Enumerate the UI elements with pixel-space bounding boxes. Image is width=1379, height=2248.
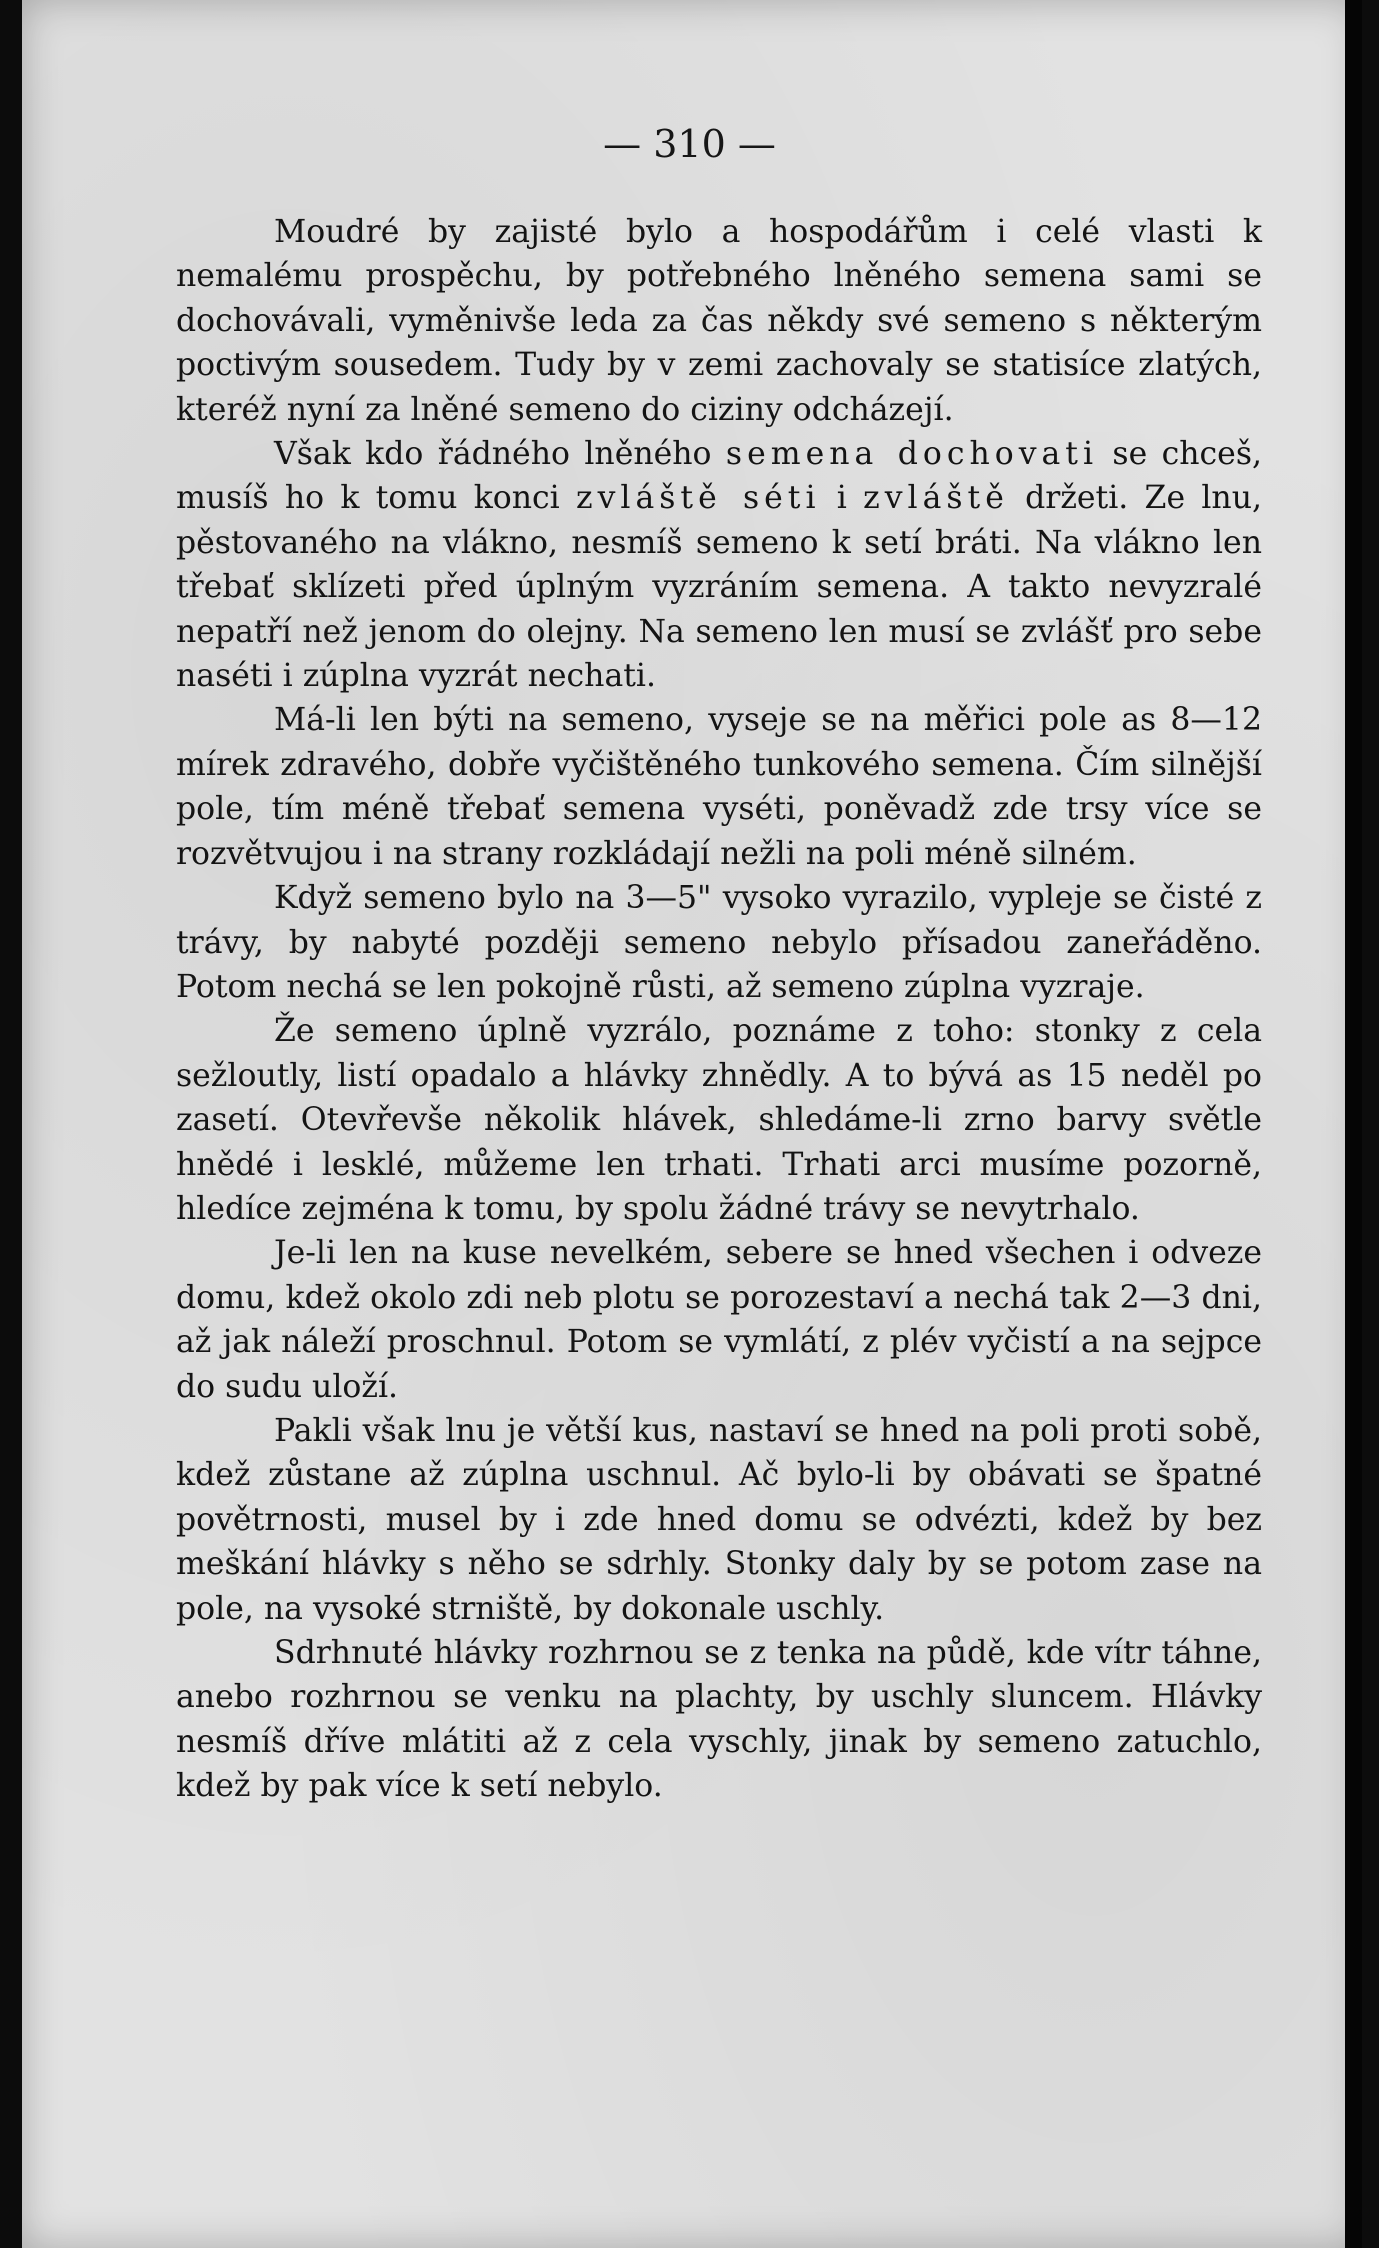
paragraph-4: Když semeno bylo na 3—5" vysoko vyrazilo, vypleje se čisté z trávy, by nabyté později semeno nebylo přísadou zaneřáděno. Potom nechá se len pokojně růsti, až semeno zúplna vyzraje. (176, 880, 1262, 1005)
emphasis-semena-dochovati: semena dochovati (725, 436, 1099, 473)
page-edge-shadow (1345, 0, 1362, 2248)
emphasis-zvlaste-seti: zvláště séti (576, 480, 821, 517)
paragraph-7: Pakli však lnu je větší kus, nastaví se hned na poli proti sobě, kdež zůstane až zúplna uschnul. Ač bylo-li by obávati se špatné povětrnosti, musel by i zde hned domu se odvézti, kdež by bez meškání hlávky s něho se sdrhly. Stonky daly by se potom zase na pole, na vysoké strniště, by dokonale uschly. (176, 1412, 1262, 1627)
paragraph-2-part-4: držeti. Ze lnu, pěstovaného na vlákno, nesmíš semeno k setí bráti. Na vlákno len třebať sklízeti před úplným vyzráním semena. A takto nevyzralé nepatří než jenom do olejny. Na semeno len musí se zvlášť pro sebe naséti i zúplna vyzrát nechati. (176, 480, 1263, 695)
paragraph-1: Moudré by zajisté bylo a hospodářům i celé vlasti k nemalému prospěchu, by potřebného lněného semena sami se dochovávali, vyměnivše leda za čas někdy své semeno s některým poctivým sousedem. Tudy by v zemi zachovaly se statisíce zlatých, kteréž nyní za lněné semeno do ciziny odcházejí. (176, 214, 1262, 428)
paragraph-8: Sdrhnuté hlávky rozhrnou se z tenka na půdě, kde vítr táhne, anebo rozhrnou se venku na plachty, by uschly sluncem. Hlávky nesmíš dříve mlátiti až z cela vyschly, jinak by semeno zatuchlo, kdež by pak více k setí nebylo. (176, 1635, 1262, 1805)
paragraph-3: Má-li len býti na semeno, vyseje se na měřici pole as 8—12 mírek zdravého, dobře vyčištěného tunkového semena. Čím silnější pole, tím méně třebať semena vyséti, poněvadž zde trsy více se rozvětvujou i na strany rozkládají nežli na poli méně silném. (176, 702, 1262, 872)
emphasis-zvlaste: zvláště (863, 480, 1009, 517)
paragraph-5: Že semeno úplně vyzrálo, poznáme z toho: stonky z cela sežloutly, listí opadalo a hlávky zhnědly. A to bývá as 15 neděl po zasetí. Otevřevše několik hlávek, shledáme-li zrno barvy světle hnědé i lesklé, můžeme len trhati. Trhati arci musíme pozorně, hledíce zejména k tomu, by spolu žádné trávy se nevytrhalo. (176, 1013, 1262, 1227)
paragraph-2 (176, 432, 1262, 698)
page-number: — 310 — (603, 122, 776, 166)
paragraph-2-part-2: se chceš, musíš ho k tomu konci (176, 436, 1263, 517)
body-text (176, 210, 1262, 1809)
paragraph-2-part-3: i (820, 480, 864, 517)
paragraph-6: Je-li len na kuse nevelkém, sebere se hned všechen i odveze domu, kdež okolo zdi neb plotu se porozestaví a nechá tak 2—3 dni, až jak náleží proschnul. Potom se vymlátí, z plév vyčistí a na sejpce do sudu uloží. (176, 1235, 1262, 1405)
paragraph-2-part-1: Však kdo řádného lněného (274, 436, 726, 473)
